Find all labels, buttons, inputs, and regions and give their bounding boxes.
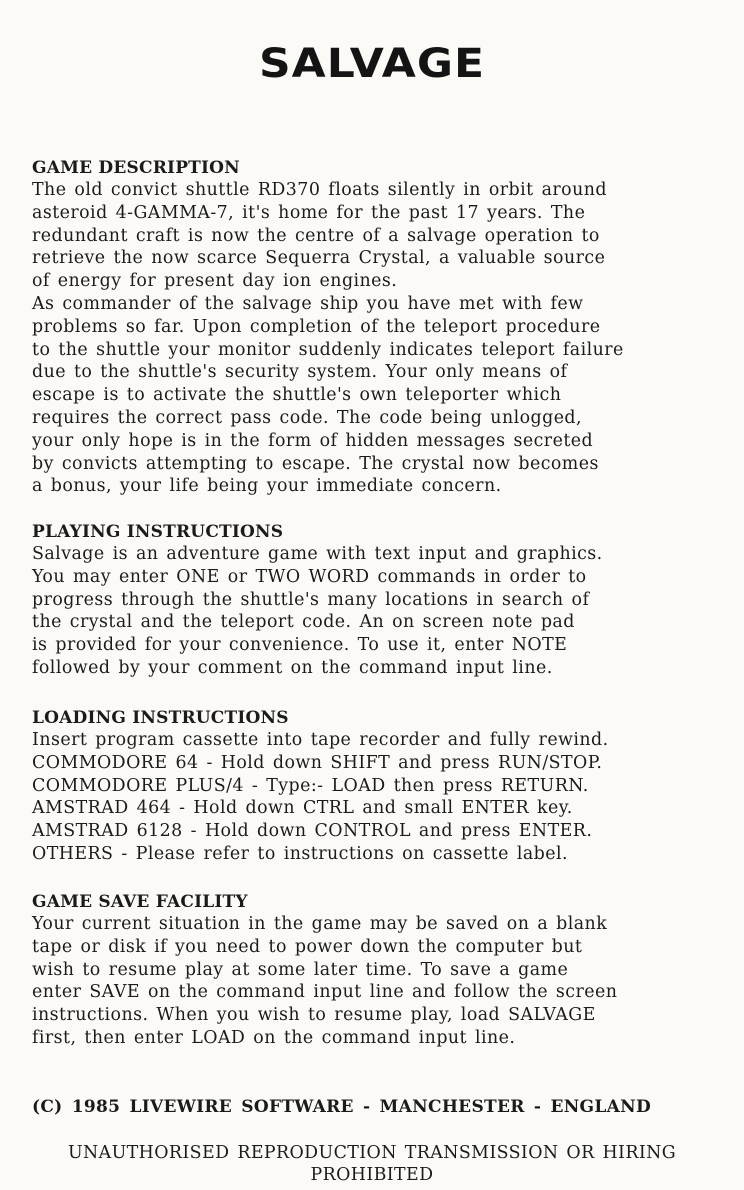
body-line: AMSTRAD 464 - Hold down CTRL and small ENTER key.	[32, 798, 573, 819]
body-line: wish to resume play at some later time. To save a game	[32, 959, 569, 980]
body-line: escape is to activate the shuttle's own teleporter which	[32, 385, 562, 406]
reproduction-notice-line: PROHIBITED	[310, 1165, 434, 1185]
loading-instructions-heading: LOADING INSTRUCTIONS	[32, 708, 289, 728]
body-line: followed by your comment on the command input line.	[32, 657, 553, 678]
body-line: problems so far. Upon completion of the teleport procedure	[32, 316, 601, 337]
reproduction-notice-line: UNAUTHORISED REPRODUCTION TRANSMISSION OR HIRING	[67, 1143, 676, 1163]
body-line: Insert program cassette into tape recorder and fully rewind.	[32, 730, 609, 750]
game-description-body	[32, 179, 710, 498]
body-line: Your current situation in the game may be saved on a blank	[32, 914, 608, 934]
playing-instructions-section	[32, 521, 710, 680]
loading-instructions-section	[32, 707, 710, 866]
body-line: due to the shuttle's security system. Your only means of	[32, 362, 568, 383]
game-save-facility-body	[32, 913, 710, 1050]
body-line: As commander of the salvage ship you have met with few	[32, 293, 584, 314]
body-line: first, then enter LOAD on the command input line.	[32, 1027, 516, 1048]
body-line: COMMODORE PLUS/4 - Type:- LOAD then press RETURN.	[32, 775, 589, 796]
body-line: instructions. When you wish to resume play, load SALVAGE	[32, 1005, 596, 1026]
body-line: to the shuttle your monitor suddenly indicates teleport failure	[32, 339, 624, 360]
body-line: a bonus, your life being your immediate concern.	[32, 476, 502, 497]
body-line: COMMODORE 64 - Hold down SHIFT and press RUN/STOP.	[32, 752, 603, 773]
body-line: of energy for present day ion engines.	[32, 271, 398, 292]
body-line: retrieve the now scarce Sequerra Crystal, a valuable source	[32, 248, 606, 269]
body-line: is provided for your convenience. To use it, enter NOTE	[32, 635, 568, 656]
game-description-section	[32, 157, 710, 498]
body-line: the crystal and the teleport code. An on screen note pad	[32, 612, 575, 633]
game-description-heading: GAME DESCRIPTION	[32, 158, 240, 178]
copyright-notice: (C) 1985 LIVEWIRE SOFTWARE - MANCHESTER - ENGLAND	[32, 1097, 651, 1117]
body-line: by convicts attempting to escape. The crystal now becomes	[32, 453, 599, 474]
body-line: asteroid 4-GAMMA-7, it's home for the past 17 years. The	[32, 202, 586, 223]
body-line: OTHERS - Please refer to instructions on cassette label.	[32, 843, 568, 864]
body-line: enter SAVE on the command input line and follow the screen	[32, 982, 618, 1003]
body-line: progress through the shuttle's many locations in search of	[32, 589, 590, 610]
body-line: your only hope is in the form of hidden messages secreted	[32, 430, 594, 451]
game-save-facility-heading: GAME SAVE FACILITY	[32, 892, 248, 912]
body-line: redundant craft is now the centre of a salvage operation to	[32, 225, 600, 246]
playing-instructions-heading: PLAYING INSTRUCTIONS	[32, 522, 284, 542]
body-line: The old convict shuttle RD370 floats silently in orbit around	[32, 180, 607, 200]
playing-instructions-body	[32, 543, 710, 680]
page-title: SALVAGE	[258, 40, 485, 87]
body-line: Salvage is an adventure game with text input and graphics.	[32, 544, 603, 564]
body-line: AMSTRAD 6128 - Hold down CONTROL and press ENTER.	[32, 821, 593, 842]
reproduction-notice	[0, 1142, 744, 1186]
body-line: You may enter ONE or TWO WORD commands in order to	[32, 566, 587, 587]
loading-instructions-body	[32, 729, 710, 866]
body-line: tape or disk if you need to power down the computer but	[32, 936, 583, 957]
body-line: requires the correct pass code. The code being unlogged,	[32, 407, 582, 428]
game-save-facility-section	[32, 891, 710, 1050]
